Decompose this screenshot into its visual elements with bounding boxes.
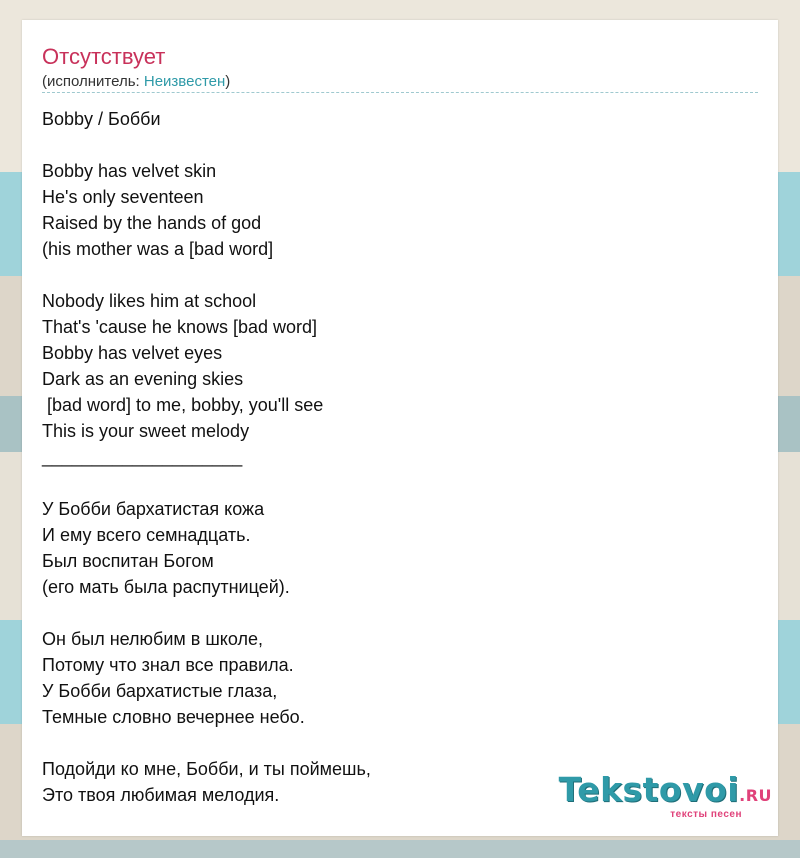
artist-prefix: (исполнитель: [42, 73, 144, 90]
lyric-line: Dark as an evening skies [42, 369, 244, 389]
lyric-line: [bad word] to me, bobby, you'll see [42, 395, 324, 415]
lyric-line [42, 730, 758, 756]
lyric-line [42, 262, 758, 288]
lyric-line: Bobby has velvet skin [42, 161, 217, 181]
lyric-line: Nobody likes him at school [42, 291, 257, 311]
lyric-line: Темные словно вечернее небо. [42, 707, 305, 727]
title-divider [42, 92, 758, 93]
lyric-line: (his mother was a [bad word] [42, 239, 274, 259]
lyric-line: У Бобби бархатистые глаза, [42, 681, 278, 701]
lyric-line: (его мать была распутницей). [42, 577, 290, 597]
lyric-line: Потому что знал все правила. [42, 655, 294, 675]
lyric-line: ____________________ [42, 447, 243, 467]
logo-main-text: Tekstovoi [558, 770, 740, 809]
lyric-line: Bobby / Бобби [42, 109, 161, 129]
lyric-line: This is your sweet melody [42, 421, 250, 441]
lyric-line: He's only seventeen [42, 187, 204, 207]
site-logo[interactable] [558, 770, 772, 820]
artist-line [42, 73, 230, 91]
lyric-line [42, 470, 758, 496]
lyric-line: И ему всего семнадцать. [42, 525, 251, 545]
lyric-line: That's 'cause he knows [bad word] [42, 317, 318, 337]
lyric-line: Bobby has velvet eyes [42, 343, 223, 363]
lyric-line: Это твоя любимая мелодия. [42, 785, 280, 805]
lyric-line [42, 132, 758, 158]
song-title: Отсутствует [42, 44, 166, 69]
lyric-line: Он был нелюбим в школе, [42, 629, 264, 649]
lyrics-text [42, 106, 758, 808]
logo-tld: .RU [739, 786, 772, 805]
lyric-line: Raised by the hands of god [42, 213, 262, 233]
lyrics-card [22, 20, 778, 836]
artist-suffix: ) [225, 73, 231, 90]
artist-link[interactable]: Неизвестен [143, 73, 226, 90]
logo-tagline: тексты песен [670, 809, 742, 820]
lyric-line: У Бобби бархатистая кожа [42, 499, 265, 519]
lyric-line [42, 600, 758, 626]
lyric-line: Был воспитан Богом [42, 551, 214, 571]
lyric-line: Подойди ко мне, Бобби, и ты поймешь, [42, 759, 371, 779]
logo-wordmark [558, 770, 772, 813]
